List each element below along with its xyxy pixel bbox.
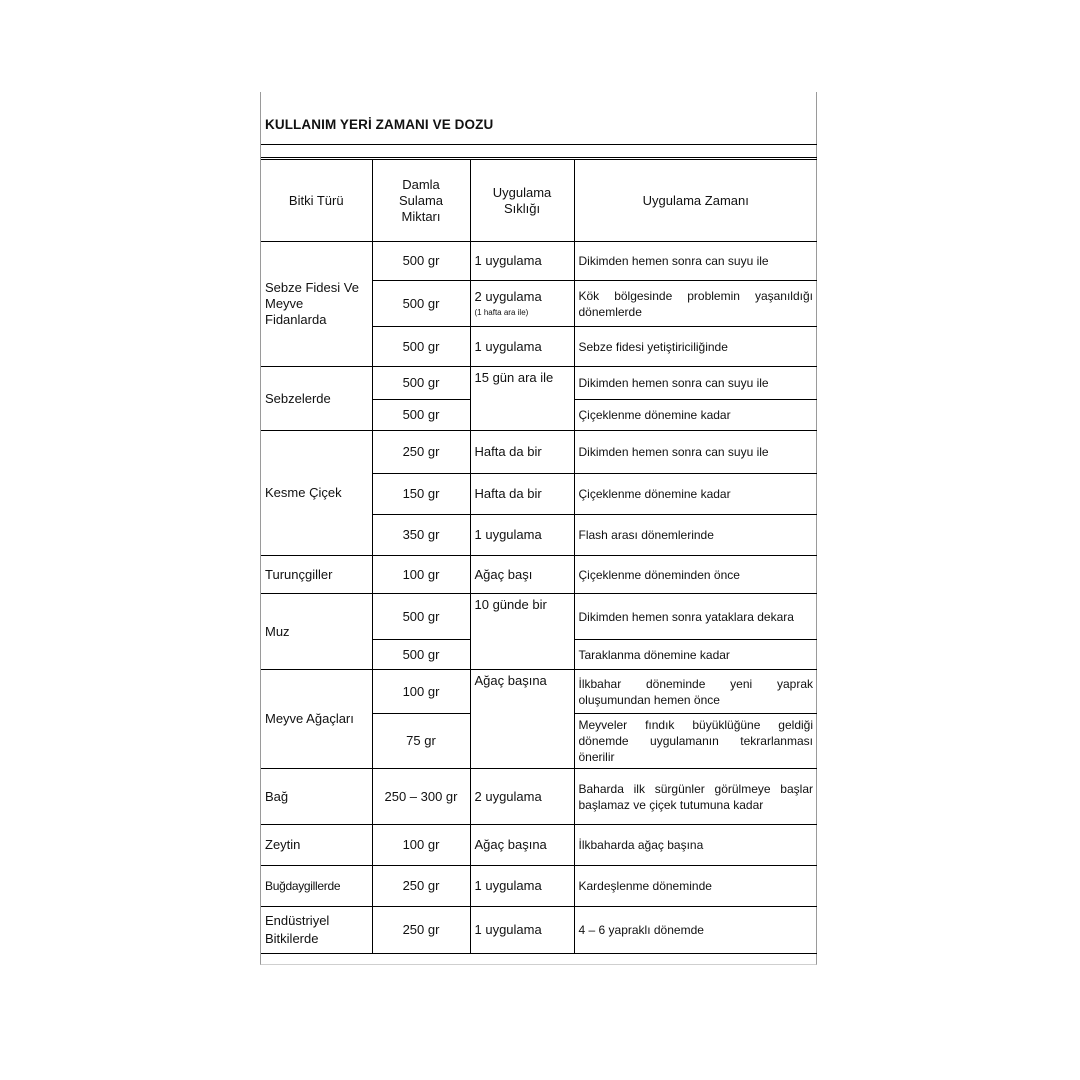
plant-cell: Endüstriyel Bitkilerde [261,907,372,954]
table-row [261,431,817,474]
amount-cell: 150 gr [372,474,470,515]
plant-cell: Meyve Ağaçları [261,670,372,769]
amount-cell: 500 gr [372,242,470,281]
frequency-cell: Ağaç başına [470,825,574,866]
table-row [261,367,817,400]
frequency-cell: 2 uygulama [470,769,574,825]
table-row [261,670,817,714]
timing-cell: 4 – 6 yapraklı dönemde [574,907,817,954]
timing-cell: Kardeşlenme döneminde [574,866,817,907]
plant-cell: Bağ [261,769,372,825]
frequency-cell: 10 günde bir [470,594,574,670]
timing-cell: Flash arası dönemlerinde [574,515,817,556]
usage-document [260,92,817,965]
column-header-frequency: Uygulama Sıklığı [470,160,574,242]
amount-cell: 75 gr [372,714,470,769]
table-row [261,242,817,281]
table-header-row [261,160,817,242]
timing-cell: Kök bölgesinde problemin yaşanıldığı dönemlerde [574,281,817,327]
timing-cell: Dikimden hemen sonra can suyu ile [574,431,817,474]
title-rule-second [261,157,817,158]
plant-cell: Sebzelerde [261,367,372,431]
plant-cell: Kesme Çiçek [261,431,372,556]
timing-cell: Baharda ilk sürgünler görülmeye başlar başlamaz ve çiçek tutumuna kadar [574,769,817,825]
frequency-cell: Hafta da bir [470,474,574,515]
plant-cell: Muz [261,594,372,670]
table-row [261,594,817,640]
timing-cell: Dikimden hemen sonra can suyu ile [574,367,817,400]
plant-cell: Zeytin [261,825,372,866]
frequency-cell: Ağaç başı [470,556,574,594]
column-header-amount: Damla Sulama Miktarı [372,160,470,242]
timing-cell: Dikimden hemen sonra can suyu ile [574,242,817,281]
amount-cell: 250 gr [372,866,470,907]
frequency-cell: 1 uygulama [470,242,574,281]
table-row [261,769,817,825]
amount-cell: 350 gr [372,515,470,556]
title-rule [261,144,817,145]
timing-cell: İlkbahar döneminde yeni yaprak oluşumundan hemen önce [574,670,817,714]
frequency-cell: Hafta da bir [470,431,574,474]
frequency-cell: 15 gün ara ile [470,367,574,431]
timing-cell: Sebze fidesi yetiştiriciliğinde [574,327,817,367]
timing-cell: Meyveler fındık büyüklüğüne geldiği dönemde uygulamanın tekrarlanması önerilir [574,714,817,769]
table-row [261,866,817,907]
amount-cell: 250 – 300 gr [372,769,470,825]
amount-cell: 250 gr [372,907,470,954]
amount-cell: 500 gr [372,327,470,367]
amount-cell: 100 gr [372,670,470,714]
table-row [261,825,817,866]
frequency-cell: 1 uygulama [470,866,574,907]
amount-cell: 500 gr [372,400,470,431]
timing-cell: Dikimden hemen sonra yataklara dekara [574,594,817,640]
amount-cell: 500 gr [372,367,470,400]
column-header-plant: Bitki Türü [261,160,372,242]
frequency-cell: 2 uygulama (1 hafta ara ile) [470,281,574,327]
frequency-cell: 1 uygulama [470,515,574,556]
amount-cell: 500 gr [372,281,470,327]
table-row [261,907,817,954]
amount-cell: 500 gr [372,594,470,640]
plant-cell: Sebze Fidesi Ve Meyve Fidanlarda [261,242,372,367]
timing-cell: İlkbaharda ağaç başına [574,825,817,866]
timing-cell: Çiçeklenme dönemine kadar [574,400,817,431]
frequency-cell: Ağaç başına [470,670,574,769]
amount-cell: 100 gr [372,556,470,594]
amount-cell: 100 gr [372,825,470,866]
amount-cell: 500 gr [372,640,470,670]
timing-cell: Çiçeklenme döneminden önce [574,556,817,594]
plant-cell: Turunçgiller [261,556,372,594]
frequency-note: (1 hafta ara ile) [474,307,529,317]
page-title: KULLANIM YERİ ZAMANI VE DOZU [265,117,494,132]
table-row [261,556,817,594]
frequency-cell: 1 uygulama [470,907,574,954]
timing-cell: Çiçeklenme dönemine kadar [574,474,817,515]
timing-cell: Taraklanma dönemine kadar [574,640,817,670]
frequency-cell: 1 uygulama [470,327,574,367]
amount-cell: 250 gr [372,431,470,474]
plant-cell: Buğdaygillerde [261,866,372,907]
column-header-timing: Uygulama Zamanı [574,160,817,242]
dosage-table [261,159,817,954]
